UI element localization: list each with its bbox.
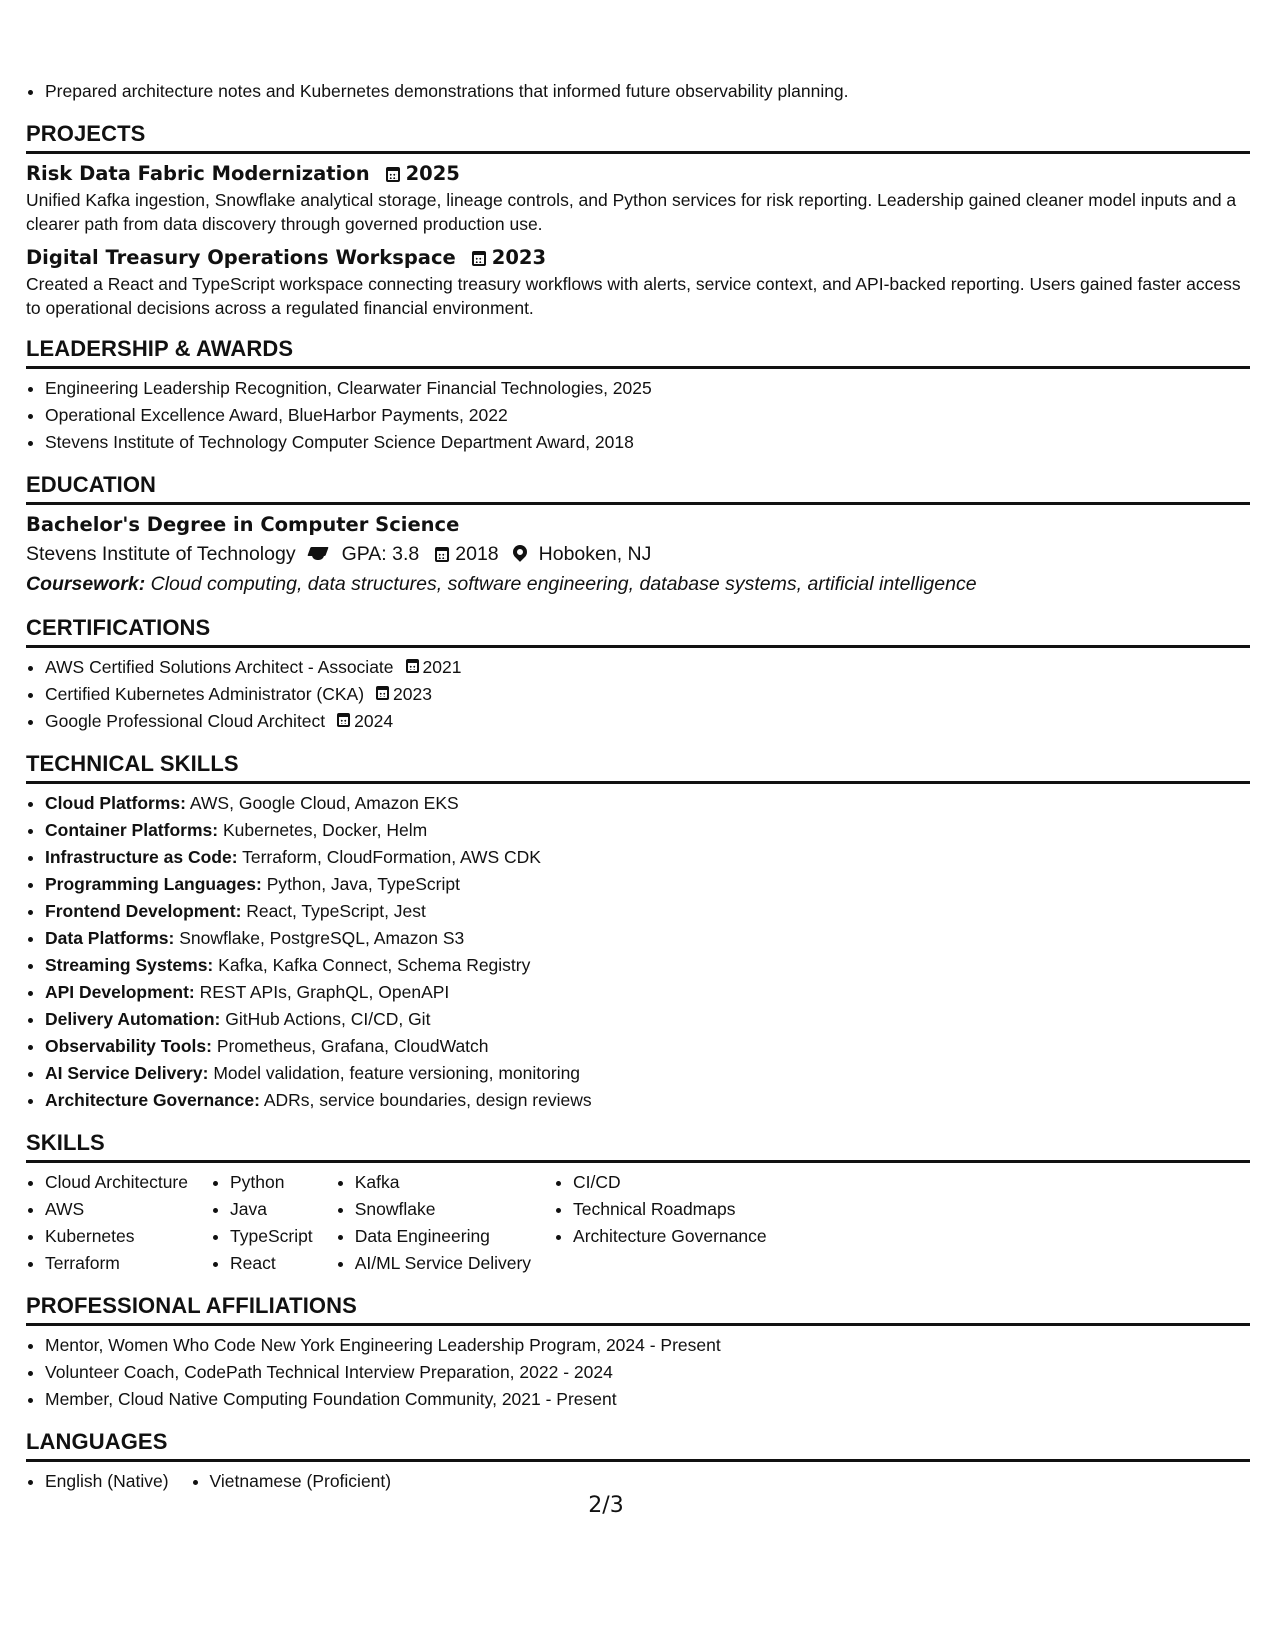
leadership-section xyxy=(26,336,1250,456)
page-number: 2/3 xyxy=(588,1493,624,1518)
skill-value: Kubernetes, Docker, Helm xyxy=(222,820,428,840)
project-title-row xyxy=(26,160,1250,188)
skill-item: Data Engineering xyxy=(336,1223,531,1250)
list-item xyxy=(26,979,1250,1006)
calendar-icon xyxy=(406,659,419,673)
section-title-education: EDUCATION xyxy=(26,472,1250,505)
certifications-list xyxy=(26,654,1250,735)
location: Hoboken, NJ xyxy=(538,543,652,565)
skills-column xyxy=(336,1169,531,1277)
certification-name: Certified Kubernetes Administrator (CKA) xyxy=(45,684,365,704)
calendar-icon xyxy=(376,686,389,700)
skill-item: Snowflake xyxy=(336,1196,531,1223)
list-item xyxy=(26,1087,1250,1114)
education-section xyxy=(26,472,1250,599)
languages-section xyxy=(26,1429,1250,1495)
skill-label: AI Service Delivery: xyxy=(45,1063,209,1083)
language-item: English (Native) xyxy=(26,1468,169,1495)
skills-column xyxy=(211,1169,313,1277)
section-title-technical-skills: TECHNICAL SKILLS xyxy=(26,751,1250,784)
skill-label: Container Platforms: xyxy=(45,820,219,840)
skill-item: Cloud Architecture xyxy=(26,1169,188,1196)
skill-value: Model validation, feature versioning, monitoring xyxy=(213,1063,581,1083)
list-item xyxy=(26,952,1250,979)
skill-value: Snowflake, PostgreSQL, Amazon S3 xyxy=(179,928,465,948)
skill-value: Python, Java, TypeScript xyxy=(266,874,460,894)
list-item xyxy=(26,925,1250,952)
certifications-section xyxy=(26,615,1250,735)
list-item: Member, Cloud Native Computing Foundation Community, 2021 - Present xyxy=(26,1386,1250,1413)
certification-year: 2024 xyxy=(354,711,394,731)
skill-label: API Development: xyxy=(45,982,195,1002)
graduation-year: 2018 xyxy=(455,543,499,565)
list-item: Volunteer Coach, CodePath Technical Interview Preparation, 2022 - 2024 xyxy=(26,1359,1250,1386)
skill-item: React xyxy=(211,1250,313,1277)
calendar-icon xyxy=(435,547,449,562)
projects-section xyxy=(26,121,1250,320)
list-item xyxy=(26,817,1250,844)
project-description: Unified Kafka ingestion, Snowflake analytical storage, lineage controls, and Python services for risk reporting. Leadership gained cleaner model inputs and a clearer path from data discovery through governed production use. xyxy=(26,190,1237,234)
list-item: Stevens Institute of Technology Computer Science Department Award, 2018 xyxy=(26,429,1250,456)
skill-label: Architecture Governance: xyxy=(45,1090,260,1110)
certification-name: Google Professional Cloud Architect xyxy=(45,711,326,731)
list-item: Prepared architecture notes and Kubernetes demonstrations that informed future observability planning. xyxy=(26,78,1250,105)
resume-page xyxy=(26,78,1250,1495)
project-item xyxy=(26,160,1250,236)
experience-continued-list xyxy=(26,78,1250,105)
certification-item xyxy=(26,681,1250,708)
project-name: Digital Treasury Operations Workspace xyxy=(26,246,456,269)
certification-item xyxy=(26,654,1250,681)
skill-label: Frontend Development: xyxy=(45,901,242,921)
section-title-affiliations: PROFESSIONAL AFFILIATIONS xyxy=(26,1293,1250,1326)
skill-label: Infrastructure as Code: xyxy=(45,847,238,867)
project-year: 2025 xyxy=(405,162,460,185)
skill-item: Java xyxy=(211,1196,313,1223)
skill-item: Technical Roadmaps xyxy=(554,1196,767,1223)
coursework-label: Coursework: xyxy=(26,573,146,595)
skill-value: Terraform, CloudFormation, AWS CDK xyxy=(242,847,541,867)
list-item xyxy=(26,1060,1250,1087)
certification-year: 2021 xyxy=(422,657,462,677)
skill-label: Data Platforms: xyxy=(45,928,175,948)
leadership-list xyxy=(26,375,1250,456)
skills-section xyxy=(26,1130,1250,1277)
certification-year: 2023 xyxy=(393,684,432,704)
calendar-icon xyxy=(472,251,486,266)
section-title-projects: PROJECTS xyxy=(26,121,1250,154)
skill-value: REST APIs, GraphQL, OpenAPI xyxy=(199,982,450,1002)
section-title-certifications: CERTIFICATIONS xyxy=(26,615,1250,648)
skills-grid xyxy=(26,1169,1250,1277)
skill-value: Kafka, Kafka Connect, Schema Registry xyxy=(218,955,531,975)
skill-label: Delivery Automation: xyxy=(45,1009,221,1029)
school-name: Stevens Institute of Technology xyxy=(26,543,296,565)
education-details xyxy=(26,539,1250,569)
skill-item: AWS xyxy=(26,1196,188,1223)
calendar-icon xyxy=(337,713,350,727)
language-item: Vietnamese (Proficient) xyxy=(191,1468,392,1495)
skill-label: Streaming Systems: xyxy=(45,955,214,975)
technical-skills-section xyxy=(26,751,1250,1114)
project-year: 2023 xyxy=(491,246,547,269)
skill-item: Kubernetes xyxy=(26,1223,188,1250)
section-title-leadership: LEADERSHIP & AWARDS xyxy=(26,336,1250,369)
skills-column xyxy=(554,1169,767,1277)
coursework-list: Cloud computing, data structures, software engineering, database systems, artificial intelligence xyxy=(150,573,977,595)
coursework xyxy=(26,569,1250,599)
skill-item: Kafka xyxy=(336,1169,531,1196)
technical-skills-list xyxy=(26,790,1250,1114)
skill-value: ADRs, service boundaries, design reviews xyxy=(263,1090,592,1110)
list-item xyxy=(26,1033,1250,1060)
affiliations-list xyxy=(26,1332,1250,1413)
skill-value: GitHub Actions, CI/CD, Git xyxy=(225,1009,431,1029)
skill-label: Cloud Platforms: xyxy=(45,793,186,813)
list-item xyxy=(26,871,1250,898)
languages-list xyxy=(26,1468,1250,1495)
skill-item: CI/CD xyxy=(554,1169,767,1196)
skill-label: Observability Tools: xyxy=(45,1036,212,1056)
list-item xyxy=(26,1006,1250,1033)
list-item: Mentor, Women Who Code New York Engineering Leadership Program, 2024 - Present xyxy=(26,1332,1250,1359)
section-title-languages: LANGUAGES xyxy=(26,1429,1250,1462)
skill-item: AI/ML Service Delivery xyxy=(336,1250,531,1277)
skill-value: Prometheus, Grafana, CloudWatch xyxy=(216,1036,489,1056)
project-name: Risk Data Fabric Modernization xyxy=(26,162,370,185)
skill-value: React, TypeScript, Jest xyxy=(246,901,426,921)
list-item: Operational Excellence Award, BlueHarbor Payments, 2022 xyxy=(26,402,1250,429)
skill-item: TypeScript xyxy=(211,1223,313,1250)
calendar-icon xyxy=(386,167,400,182)
list-item xyxy=(26,898,1250,925)
project-description: Created a React and TypeScript workspace connecting treasury workflows with alerts, service context, and API-backed reporting. Users gained faster access to operational decisions across a regulated financial environment. xyxy=(26,274,1241,318)
project-item xyxy=(26,244,1250,320)
skill-item: Python xyxy=(211,1169,313,1196)
affiliations-section xyxy=(26,1293,1250,1413)
skills-column xyxy=(26,1169,188,1277)
degree-title: Bachelor's Degree in Computer Science xyxy=(26,513,460,536)
list-item xyxy=(26,844,1250,871)
skill-label: Programming Languages: xyxy=(45,874,262,894)
certification-item xyxy=(26,708,1250,735)
gpa: GPA: 3.8 xyxy=(341,543,420,565)
certification-name: AWS Certified Solutions Architect - Associate xyxy=(45,657,394,677)
project-title-row xyxy=(26,244,1250,272)
skill-item: Architecture Governance xyxy=(554,1223,767,1250)
graduation-cap-icon xyxy=(306,547,330,561)
location-pin-icon xyxy=(510,542,530,562)
list-item: Engineering Leadership Recognition, Clearwater Financial Technologies, 2025 xyxy=(26,375,1250,402)
skill-value: AWS, Google Cloud, Amazon EKS xyxy=(189,793,459,813)
list-item xyxy=(26,790,1250,817)
skill-item: Terraform xyxy=(26,1250,188,1277)
section-title-skills: SKILLS xyxy=(26,1130,1250,1163)
